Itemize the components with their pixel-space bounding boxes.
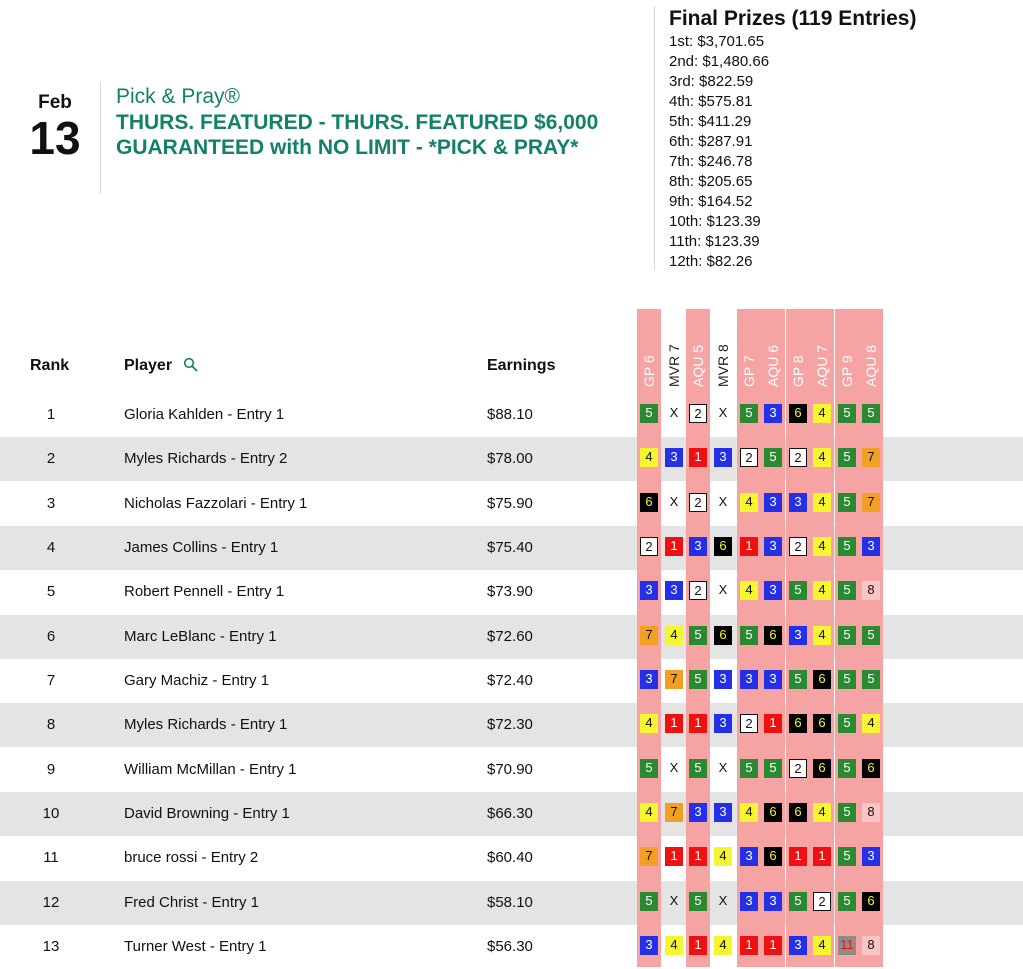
pick-number: 7 — [640, 626, 658, 645]
table-row[interactable] — [0, 881, 1023, 925]
prize-item: 3rd: $822.59 — [669, 73, 754, 90]
pick-scratch: X — [669, 493, 679, 509]
pick-number: 5 — [838, 404, 856, 423]
earnings-cell: $58.10 — [487, 893, 533, 911]
prize-item: 11th: $123.39 — [669, 233, 760, 250]
prize-item: 4th: $575.81 — [669, 93, 753, 110]
rank-cell: 6 — [46, 627, 56, 645]
rank-header: Rank — [30, 357, 70, 374]
pick-number: 6 — [862, 759, 880, 778]
pick-number: 5 — [640, 759, 658, 778]
pick-number: 5 — [838, 803, 856, 822]
pick-number: 6 — [764, 847, 782, 866]
rank-cell: 3 — [46, 494, 56, 512]
race-column-label: MVR 7 — [666, 344, 682, 387]
pick-scratch: X — [669, 892, 679, 908]
pick-number: 6 — [640, 493, 658, 512]
pick-number: 7 — [665, 670, 683, 689]
pick-number: 1 — [665, 847, 683, 866]
pick-number: 5 — [838, 537, 856, 556]
table-row[interactable] — [0, 437, 1023, 481]
pick-number: 3 — [740, 847, 758, 866]
table-row[interactable] — [0, 836, 1023, 880]
race-column-label: GP 7 — [741, 355, 757, 387]
pick-number: 5 — [862, 670, 880, 689]
player-name[interactable]: Marc LeBlanc - Entry 1 — [124, 627, 277, 645]
table-row[interactable] — [0, 482, 1023, 526]
pick-scratch: X — [718, 493, 728, 509]
pick-number: 4 — [740, 803, 758, 822]
pick-number: 7 — [862, 448, 880, 467]
earnings-cell: $66.30 — [487, 804, 533, 822]
pick-number: 4 — [714, 936, 732, 955]
pick-number: 4 — [740, 581, 758, 600]
pick-number: 2 — [789, 759, 807, 778]
pick-number: 6 — [789, 803, 807, 822]
earnings-cell: $56.30 — [487, 937, 533, 955]
pick-number: 6 — [714, 537, 732, 556]
pick-number: 3 — [740, 670, 758, 689]
pick-number: 2 — [789, 448, 807, 467]
pick-number: 3 — [640, 936, 658, 955]
table-row[interactable] — [0, 792, 1023, 836]
date-day: 13 — [29, 112, 81, 164]
pick-number: 2 — [740, 448, 758, 467]
pick-number: 3 — [789, 626, 807, 645]
table-row[interactable] — [0, 703, 1023, 747]
rank-cell: 7 — [46, 671, 56, 689]
table-row[interactable] — [0, 393, 1023, 437]
pick-number: 2 — [689, 581, 707, 600]
race-column-label: GP 6 — [641, 355, 657, 387]
pick-number: 4 — [640, 448, 658, 467]
contest-info — [116, 84, 656, 160]
player-name[interactable]: William McMillan - Entry 1 — [124, 760, 297, 778]
earnings-header: Earnings — [487, 357, 556, 374]
player-name[interactable]: Robert Pennell - Entry 1 — [124, 583, 285, 601]
pick-number: 5 — [862, 404, 880, 423]
pick-number: 4 — [640, 803, 658, 822]
prize-item: 1st: $3,701.65 — [669, 33, 765, 50]
pick-number: 4 — [813, 404, 831, 423]
pick-number: 4 — [740, 493, 758, 512]
race-column-label: AQU 6 — [765, 344, 781, 387]
pick-number: 3 — [764, 670, 782, 689]
prize-item: 7th: $246.78 — [669, 153, 753, 170]
final-prizes — [654, 6, 916, 270]
pick-number: 3 — [689, 803, 707, 822]
rank-cell: 4 — [46, 538, 56, 556]
earnings-cell: $72.40 — [487, 671, 533, 689]
pick-number: 3 — [862, 847, 880, 866]
player-name[interactable]: James Collins - Entry 1 — [124, 538, 279, 556]
earnings-cell: $72.60 — [487, 627, 533, 645]
pick-number: 5 — [838, 670, 856, 689]
pick-number: 4 — [813, 493, 831, 512]
pick-number: 6 — [789, 404, 807, 423]
pick-number: 4 — [862, 714, 880, 733]
prize-item: 10th: $123.39 — [669, 213, 761, 230]
pick-number: 4 — [813, 803, 831, 822]
pick-number: 5 — [838, 759, 856, 778]
player-name[interactable]: Nicholas Fazzolari - Entry 1 — [124, 494, 308, 512]
pick-number: 5 — [789, 670, 807, 689]
player-header[interactable] — [124, 357, 198, 377]
pick-scratch: X — [718, 405, 728, 420]
pick-number: 5 — [740, 404, 758, 423]
pick-number: 8 — [862, 936, 880, 955]
search-icon[interactable] — [183, 357, 198, 377]
pick-number: 6 — [813, 759, 831, 778]
pick-number: 5 — [689, 759, 707, 778]
rank-cell: 11 — [43, 849, 59, 867]
pick-number: 1 — [813, 847, 831, 866]
table-row[interactable] — [0, 615, 1023, 659]
date-month: Feb — [38, 92, 72, 113]
rank-cell: 13 — [42, 937, 60, 955]
pick-number: 3 — [764, 537, 782, 556]
pick-number: 2 — [689, 493, 707, 512]
earnings-cell: $70.90 — [487, 760, 533, 778]
rank-cell: 8 — [46, 716, 56, 734]
pick-number: 3 — [789, 936, 807, 955]
pick-number: 7 — [862, 493, 880, 512]
table-row[interactable] — [0, 570, 1023, 614]
pick-number: 5 — [838, 493, 856, 512]
prize-item: 6th: $287.91 — [669, 133, 753, 150]
pick-number: 7 — [640, 847, 658, 866]
pick-number: 3 — [862, 537, 880, 556]
player-name[interactable]: David Browning - Entry 1 — [124, 804, 290, 822]
pick-number: 3 — [714, 714, 732, 733]
rank-cell: 5 — [46, 583, 56, 601]
pick-number: 3 — [640, 670, 658, 689]
pick-number: 3 — [764, 404, 782, 423]
pick-number: 3 — [714, 448, 732, 467]
pick-number: 7 — [665, 803, 683, 822]
pick-number: 3 — [789, 493, 807, 512]
pick-number: 1 — [665, 714, 683, 733]
pick-number: 1 — [689, 448, 707, 467]
pick-number: 3 — [640, 581, 658, 600]
pick-number: 6 — [789, 714, 807, 733]
pick-number: 4 — [813, 936, 831, 955]
pick-number: 1 — [740, 537, 758, 556]
pick-number: 3 — [665, 581, 683, 600]
pick-scratch: X — [718, 582, 728, 598]
pick-number: 5 — [689, 670, 707, 689]
pick-number: 3 — [665, 448, 683, 467]
pick-number: 3 — [764, 581, 782, 600]
pick-number: 5 — [640, 404, 658, 423]
prize-item: 8th: $205.65 — [669, 173, 753, 190]
pick-number: 4 — [813, 448, 831, 467]
pick-number: 11 — [838, 936, 856, 955]
pick-number: 4 — [813, 581, 831, 600]
pick-number: 4 — [813, 626, 831, 645]
race-column-label: MVR 8 — [715, 344, 731, 387]
race-column-label: AQU 8 — [863, 344, 879, 387]
table-row[interactable] — [0, 526, 1023, 570]
table-row[interactable] — [0, 748, 1023, 792]
earnings-cell: $73.90 — [487, 583, 533, 601]
pick-number: 1 — [740, 936, 758, 955]
earnings-cell: $88.10 — [487, 406, 533, 423]
race-column-label: AQU 7 — [814, 344, 830, 387]
pick-number: 4 — [665, 936, 683, 955]
header-divider — [100, 82, 101, 194]
prize-list — [669, 32, 916, 272]
pick-number: 6 — [813, 714, 831, 733]
prize-item: 12th: $82.26 — [669, 253, 753, 270]
pick-number: 1 — [665, 537, 683, 556]
race-column-label: AQU 5 — [690, 344, 706, 387]
earnings-cell: $60.40 — [487, 849, 533, 867]
earnings-cell: $78.00 — [487, 450, 533, 468]
pick-number: 5 — [838, 581, 856, 600]
pick-number: 5 — [838, 847, 856, 866]
pick-number: 5 — [789, 892, 807, 911]
contest-title: THURS. FEATURED - THURS. FEATURED $6,000 GUARANTEED with NO LIMIT - *PICK & PRAY* — [116, 111, 599, 159]
pick-number: 5 — [838, 892, 856, 911]
pick-number: 6 — [813, 670, 831, 689]
pick-number: 4 — [640, 714, 658, 733]
pick-number: 5 — [838, 626, 856, 645]
pick-scratch: X — [669, 759, 679, 775]
pick-number: 4 — [714, 847, 732, 866]
rank-cell: 9 — [46, 760, 56, 778]
pick-number: 2 — [789, 537, 807, 556]
pick-number: 5 — [764, 448, 782, 467]
player-name[interactable]: Gary Machiz - Entry 1 — [124, 671, 270, 689]
player-name[interactable]: Myles Richards - Entry 2 — [124, 450, 288, 468]
pick-number: 6 — [764, 626, 782, 645]
player-name[interactable]: bruce rossi - Entry 2 — [124, 849, 259, 867]
rank-cell: 2 — [46, 450, 56, 468]
pick-scratch: X — [669, 405, 679, 420]
player-name[interactable]: Turner West - Entry 1 — [124, 937, 267, 955]
pick-number: 8 — [862, 803, 880, 822]
race-column-label: GP 8 — [790, 355, 806, 387]
pick-number: 2 — [640, 537, 658, 556]
pick-number: 2 — [813, 892, 831, 911]
pick-number: 5 — [689, 626, 707, 645]
pick-number: 3 — [764, 493, 782, 512]
prize-item: 9th: $164.52 — [669, 193, 753, 210]
pick-number: 8 — [862, 581, 880, 600]
contest-date — [22, 92, 88, 162]
pick-number: 5 — [838, 448, 856, 467]
table-row[interactable] — [0, 925, 1023, 969]
pick-number: 4 — [665, 626, 683, 645]
pick-number: 1 — [689, 714, 707, 733]
table-row[interactable] — [0, 659, 1023, 703]
player-name[interactable]: Gloria Kahlden - Entry 1 — [124, 406, 285, 423]
earnings-cell: $72.30 — [487, 716, 533, 734]
pick-number: 2 — [740, 714, 758, 733]
pick-number: 1 — [689, 936, 707, 955]
pick-scratch: X — [718, 759, 728, 775]
pick-number: 5 — [838, 714, 856, 733]
pick-number: 5 — [640, 892, 658, 911]
prize-item: 2nd: $1,480.66 — [669, 53, 770, 70]
rank-cell: 1 — [46, 406, 56, 423]
pick-number: 1 — [789, 847, 807, 866]
pick-number: 6 — [862, 892, 880, 911]
earnings-cell: $75.90 — [487, 494, 533, 512]
prizes-title: Final Prizes (119 Entries) — [669, 7, 917, 30]
pick-number: 4 — [813, 537, 831, 556]
pick-number: 5 — [689, 892, 707, 911]
rank-cell: 10 — [42, 804, 60, 822]
pick-number: 1 — [764, 936, 782, 955]
pick-scratch: X — [718, 892, 728, 908]
pick-number: 3 — [689, 537, 707, 556]
pick-number: 3 — [714, 670, 732, 689]
pick-number: 3 — [714, 803, 732, 822]
pick-number: 5 — [789, 581, 807, 600]
player-name[interactable]: Myles Richards - Entry 1 — [124, 716, 288, 734]
pick-number: 2 — [689, 404, 707, 423]
pick-number: 5 — [740, 759, 758, 778]
pick-number: 6 — [764, 803, 782, 822]
pick-number: 5 — [740, 626, 758, 645]
pick-number: 1 — [764, 714, 782, 733]
pick-number: 1 — [689, 847, 707, 866]
player-name[interactable]: Fred Christ - Entry 1 — [124, 893, 260, 911]
pick-number: 3 — [740, 892, 758, 911]
rank-cell: 12 — [42, 893, 60, 911]
earnings-cell: $75.40 — [487, 538, 533, 556]
pick-number: 5 — [862, 626, 880, 645]
player-header-label: Player — [124, 357, 173, 374]
pick-number: 3 — [764, 892, 782, 911]
contest-name: Pick & Pray® — [116, 85, 241, 108]
pick-number: 6 — [714, 626, 732, 645]
race-column-label: GP 9 — [839, 355, 855, 387]
pick-number: 5 — [764, 759, 782, 778]
prize-item: 5th: $411.29 — [669, 113, 752, 130]
